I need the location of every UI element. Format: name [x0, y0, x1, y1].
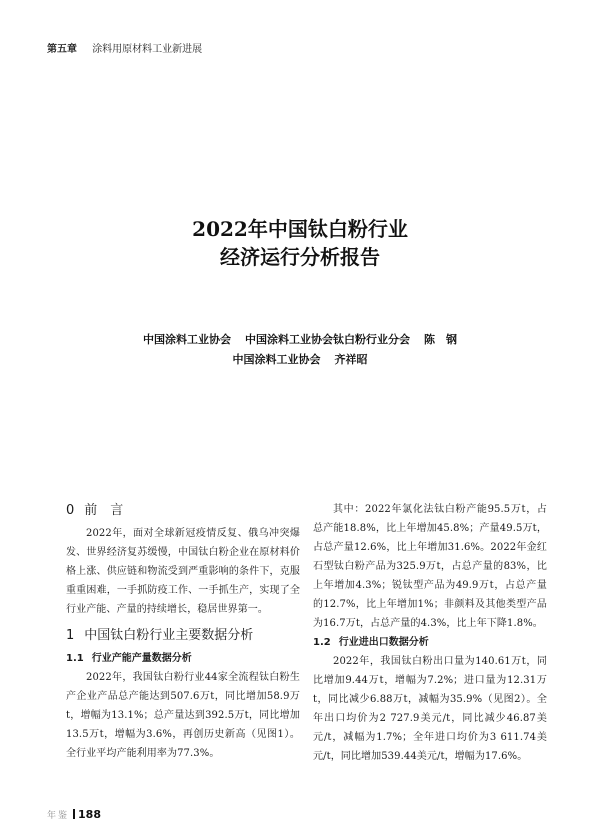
footer-divider: [73, 809, 75, 819]
title-line-1: 2022年中国钛白粉行业: [192, 217, 408, 241]
footer-label: 年鉴: [47, 811, 70, 821]
author-line-2: [0, 350, 600, 370]
section-number: 0: [66, 503, 75, 518]
author-org: 中国涂料工业协会: [143, 333, 231, 346]
section-title: 前 言: [84, 503, 124, 518]
subsection-title: 行业进出口数据分析: [338, 637, 429, 648]
paragraph-trade: 2022年，我国钛白粉出口量为140.61万t，同比增加9.44万t，增幅为7.2%；进口量为12.31万t，同比减少6.88万t，减幅为35.9%（见图2）。全年出口均价为2 727.9美元/t，同比减少46.87美元/t，减幅为1.7%；全年进口均价为3 611.74美元/t，同比增加539.44美元/t，增幅为17.6%。: [313, 656, 547, 762]
paragraph-capacity: 2022年，我国钛白粉行业44家全流程钛白粉生产企业产品总产能达到507.6万t，同比增加58.9万t，增幅为13.1%；总产量达到392.5万t，同比增加13.5万t，增幅为3.6%，再创历史新高（见图1）。全行业平均产能利用率为77.3%。: [66, 672, 300, 759]
right-column: [313, 500, 547, 766]
author-org: 中国涂料工业协会钛白粉行业分会: [245, 333, 410, 346]
chapter-title: 涂料用原材料工业新进展: [92, 44, 203, 55]
article-title: [0, 215, 600, 271]
title-line-2: 经济运行分析报告: [220, 245, 380, 269]
subsection-heading-1-1: [66, 649, 300, 668]
subsection-title: 行业产能产量数据分析: [91, 653, 192, 664]
left-column: [66, 500, 300, 763]
author-name: 齐祥昭: [334, 353, 368, 366]
author-name: 陈 钢: [424, 333, 457, 346]
chapter-number: 第五章: [47, 44, 77, 55]
page-footer: [47, 808, 101, 821]
author-block: [0, 330, 600, 370]
section-heading-0: [66, 500, 300, 522]
subsection-heading-1-2: [313, 633, 547, 652]
section-title: 中国钛白粉行业主要数据分析: [84, 628, 254, 643]
section-number: 1: [66, 628, 75, 643]
paragraph-intro: 2022年，面对全球新冠疫情反复、俄乌冲突爆发、世界经济复苏缓慢，中国钛白粉企业在原材料价格上涨、供应链和物流受到严重影响的条件下，克服重重困难，一手抓防疫工作、一手抓生产，实现了全行业产能、产量的持续增长，稳居世界第一。: [66, 528, 300, 615]
page-number: 188: [78, 808, 101, 821]
subsection-number: 1.2: [313, 637, 331, 648]
author-line-1: [0, 330, 600, 350]
section-heading-1: [66, 625, 300, 647]
subsection-number: 1.1: [66, 653, 84, 664]
paragraph-capacity-detail: 其中：2022年氯化法钛白粉产能95.5万t，占总产能18.8%，比上年增加45.8%；产量49.5万t，占总产量12.6%，比上年增加31.6%。2022年金红石型钛白粉产品为325.9万t，占总产量的83%，比上年增加4.3%；锐钛型产品为49.9万t，占总产量的12.7%，比上年增加1%；非颜料及其他类型产品为16.7万t，占总产量的4.3%，比上年下降1.8%。: [313, 504, 547, 629]
chapter-header: [47, 40, 557, 55]
author-org: 中国涂料工业协会: [232, 353, 321, 366]
